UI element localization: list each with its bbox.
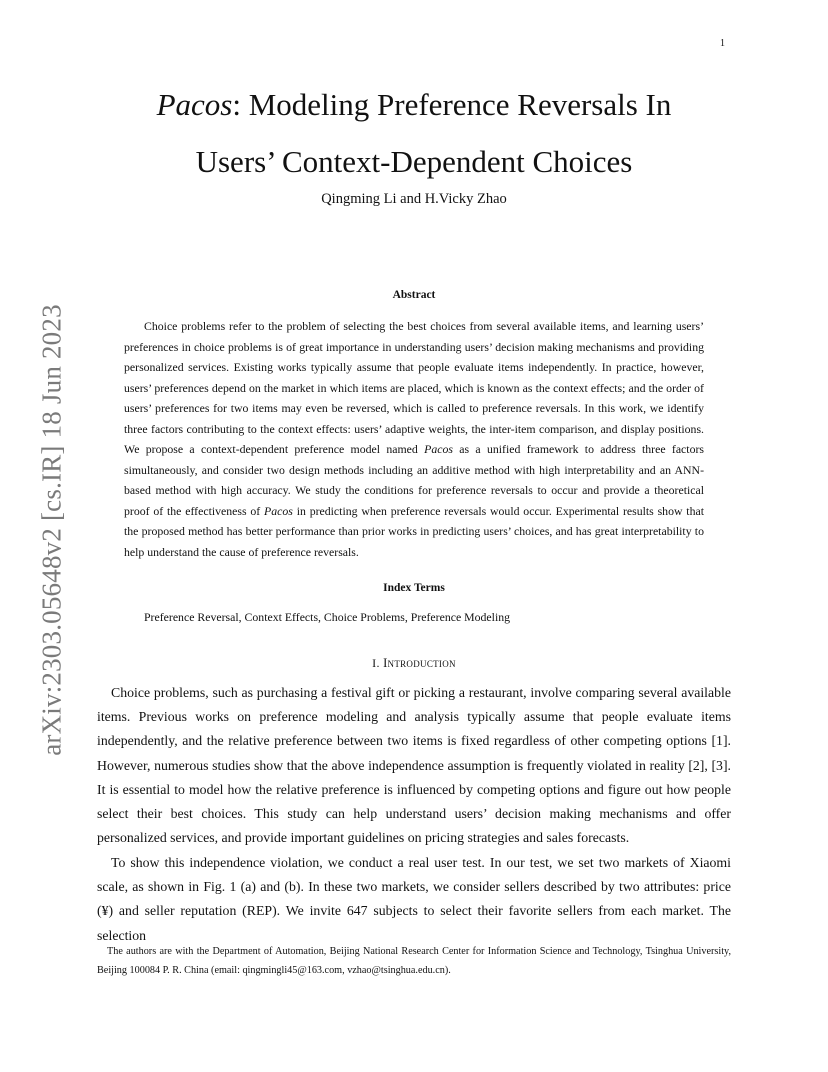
paragraph-2: To show this independence violation, we conduct a real user test. In our test, we set two markets of Xiaomi scale, as shown in Fig. 1 (a) and (b). In these two markets, we consider sellers described by two attributes: price (¥) and seller reputation (REP). We invite 647 subjects to select their favorite sellers from each market. The selection: [97, 855, 731, 943]
abstract-body: [124, 316, 704, 562]
arxiv-identifier: arXiv:2303.05648v2 [cs.IR] 18 Jun 2023: [36, 304, 67, 756]
title-line-1: [90, 76, 738, 133]
abstract-text-2: as a unified framework to address three factors simultaneously, and consider two design methods including an additive method with high interpretability and an ANN-based method with high accuracy. We study the conditions for preference reversals to occur and provide a theoretical proof of the effectiveness of: [124, 442, 704, 518]
abstract-heading: Abstract: [392, 289, 436, 301]
abstract-text-3: in predicting when preference reversals would occur. Experimental results show that the proposed method has better performance than prior works in predicting users’ choices, and has great interpretability to help understand the cause of preference reversals.: [124, 503, 704, 559]
paper-title: [90, 76, 738, 190]
abstract-text-1: Choice problems refer to the problem of selecting the best choices from several available items, and learning users’ preferences in choice problems is of great importance in understanding users’ decision making mechanisms and providing personalized services. Existing works typically assume that people evaluate items independently. In practice, however, users’ preferences depend on the market in which items are placed, which is known as the context effects; and the order of users’ preferences for two items may even be reversed, which is called to preference reversals. In this work, we identify three factors contributing to the context effects: users’ adaptive weights, the inter-item comparison, and display positions. We propose a context-dependent preference model named: [124, 319, 704, 456]
paragraph-1: Choice problems, such as purchasing a festival gift or picking a restaurant, involve comparing several available items. Previous works on preference modeling and analysis typically assume that people evaluate items independently, and the relative preference between two items is fixed regardless of other competing options [1]. However, numerous studies show that the above independence assumption is frequently violated in reality [2], [3]. It is essential to model how the relative preference is influenced by competing options and figure out how people select their best choices. This study can help understand users’ decision making mechanisms and offer personalized services, and provide important guidelines on pricing strategies and sales forecasts.: [97, 685, 731, 846]
footnote: The authors are with the Department of Automation, Beijing National Research Center for Information Science and Technology, Tsinghua University, Beijing 100084 P. R. China (email: qingmingli45@163.com, vzhao@tsinghua.edu.cn).: [97, 946, 731, 976]
title-line-1-rest: : Modeling Preference Reversals In: [232, 87, 672, 122]
abstract-model-name-2: Pacos: [264, 503, 293, 518]
page-number: 1: [720, 38, 725, 49]
section-number: I.: [372, 656, 384, 670]
title-line-2: Users’ Context-Dependent Choices: [195, 144, 633, 179]
index-terms-body: Preference Reversal, Context Effects, Choice Problems, Preference Modeling: [144, 610, 511, 624]
abstract-model-name-1: Pacos: [424, 442, 453, 456]
section-heading-introduction: [90, 656, 738, 671]
section-title: Introduction: [383, 656, 456, 670]
index-terms-heading: Index Terms: [383, 582, 445, 594]
title-model-name: Pacos: [156, 87, 233, 122]
author-list: Qingming Li and H.Vicky Zhao: [321, 191, 507, 207]
